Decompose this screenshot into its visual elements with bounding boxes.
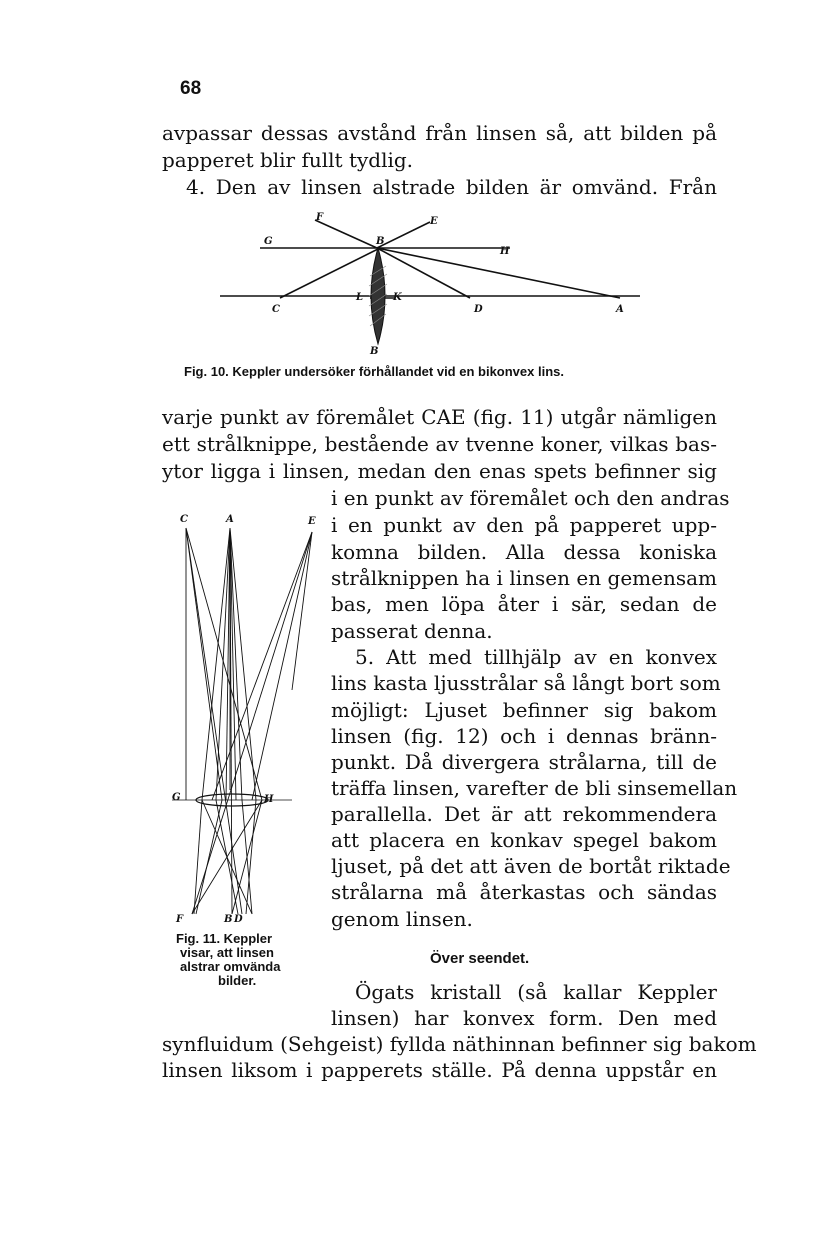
text-line: passerat denna.	[331, 619, 493, 643]
fig10-label: A	[616, 304, 624, 315]
text-line: ett strålknippe, bestående av tvenne koner, vilkas bas-	[162, 432, 717, 456]
caption-line: bilder.	[218, 973, 257, 988]
text-line: strålarna må återkastas och sändas	[331, 880, 717, 904]
fig10-label: C	[272, 304, 280, 315]
ray-cb	[280, 248, 380, 298]
caption-line: visar, att linsen	[180, 945, 274, 960]
text-line: linsen) har konvex form. Den med	[331, 1006, 717, 1030]
text-line: 5. Att med tillhjälp av en konvex	[355, 645, 717, 669]
text-line: varje punkt av föremålet CAE (fig. 11) utgår nämligen	[162, 405, 717, 429]
text-line: att placera en konkav spegel bakom	[331, 828, 717, 852]
section-heading: Över seendet.	[430, 950, 530, 967]
caption-line: Fig. 11. Keppler	[176, 931, 273, 946]
fig11-label: C	[180, 514, 188, 525]
text-line: möjligt: Ljuset befinner sig bakom	[331, 698, 717, 722]
text-line: ytor ligga i linsen, medan den enas spets befinner sig	[162, 459, 717, 483]
fig10-label: B	[370, 346, 379, 356]
text-line: ljuset, på det att även de bortåt riktade	[331, 854, 731, 878]
fig11-label: A	[226, 514, 234, 525]
fig11-label: H	[264, 794, 274, 805]
fig10-label: F	[316, 212, 324, 223]
text-line: punkt. Då divergera strålarna, till de	[331, 750, 717, 774]
figure-10-caption: Fig. 10. Keppler undersöker förhållandet vid en bikonvex lins.	[184, 364, 564, 379]
fig11-label: B	[224, 914, 233, 925]
fig11-label: F	[176, 914, 184, 925]
fig11-label: E	[308, 516, 316, 527]
text-line: i en punkt av den på papperet upp-	[331, 513, 717, 537]
ray-ba	[377, 248, 620, 298]
fig10-label: L	[356, 292, 364, 303]
caption-line: alstrar omvända	[180, 959, 281, 974]
ray-e	[377, 222, 430, 248]
fig11-label: G	[172, 792, 181, 803]
ray-bd	[377, 248, 470, 298]
text-line: parallella. Det är att rekommendera	[331, 802, 717, 826]
fig10-label: E	[430, 216, 438, 227]
text-line: lins kasta ljusstrålar så långt bort som	[331, 671, 721, 695]
text-line: linsen (fig. 12) och i dennas bränn-	[331, 724, 717, 748]
figure-11-inverted-image-diagram	[172, 510, 322, 930]
fig10-label: G	[264, 236, 273, 247]
text-line: Ögats kristall (så kallar Keppler	[355, 980, 717, 1004]
text-line: träffa linsen, varefter de bli sinsemellan	[331, 776, 738, 800]
text-line: avpassar dessas avstånd från linsen så, att bilden på	[162, 121, 717, 145]
fig10-label: B	[376, 236, 385, 247]
fig10-label: D	[474, 304, 483, 315]
text-line: bas, men löpa åter i sär, sedan de	[331, 592, 717, 616]
fig10-label: H	[500, 246, 510, 257]
text-line: papperet blir fullt tydlig.	[162, 148, 414, 172]
ray-f	[315, 220, 377, 248]
text-line: i en punkt av föremålet och den andras	[331, 486, 730, 510]
figure-10-lens-diagram	[220, 206, 660, 356]
text-line: genom linsen.	[331, 907, 473, 931]
fig10-label: K	[393, 292, 402, 303]
page-number: 68	[180, 78, 202, 99]
text-line: synfluidum (Sehgeist) fyllda näthinnan befinner sig bakom	[162, 1032, 757, 1056]
text-line: linsen liksom i papperets ställe. På denna uppstår en	[162, 1058, 717, 1082]
text-line: komna bilden. Alla dessa koniska	[331, 540, 717, 564]
biconvex-lens	[371, 248, 385, 344]
text-line: strålknippen ha i linsen en gemensam	[331, 566, 717, 590]
fig11-label: D	[234, 914, 243, 925]
text-line: 4. Den av linsen alstrade bilden är omvänd. Från	[186, 175, 717, 199]
